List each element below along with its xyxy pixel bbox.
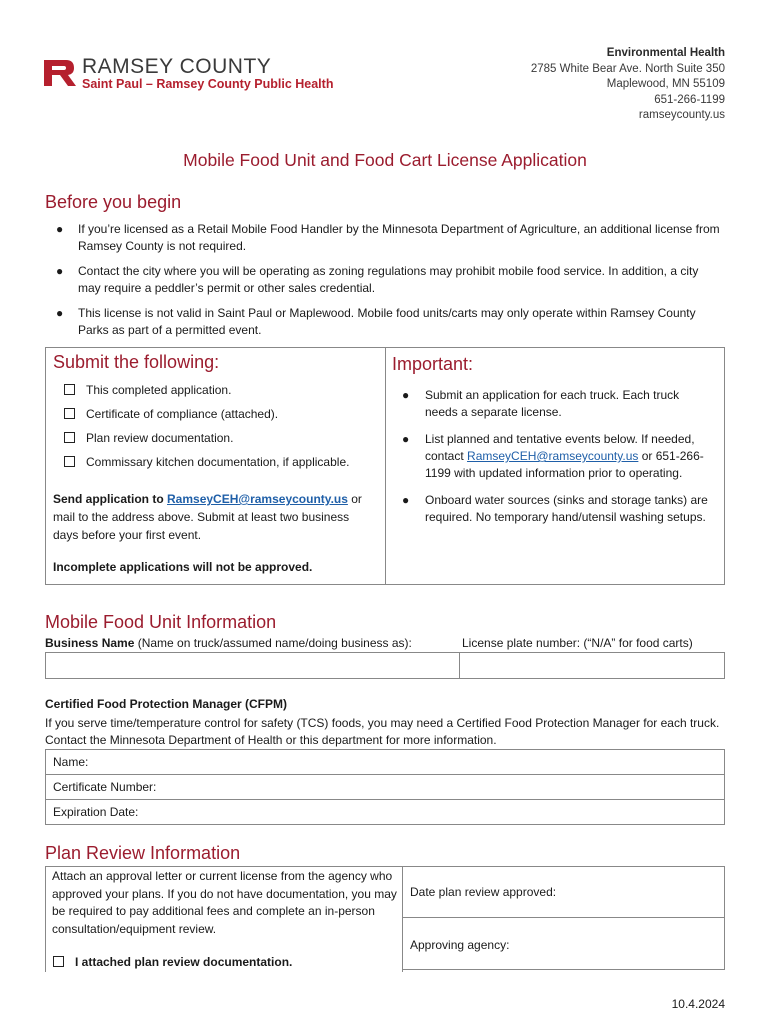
cfpm-heading: Certified Food Protection Manager (CFPM): [45, 697, 288, 711]
address-city: Maplewood, MN 55109: [606, 78, 725, 90]
cfpm-expiration-field[interactable]: Expiration Date:: [46, 800, 725, 825]
checkbox[interactable]: [64, 408, 75, 419]
table-row: [46, 775, 725, 800]
address-street: 2785 White Bear Ave. North Suite 350: [530, 62, 725, 75]
incomplete-warning: Incomplete applications will not be approved.: [53, 560, 313, 574]
unit-heading: Mobile Food Unit Information: [45, 612, 277, 632]
email-link[interactable]: RamseyCEH@ramseycounty.us: [167, 492, 348, 506]
list-item: [400, 387, 710, 421]
address-phone: 651-266-1199: [654, 93, 725, 106]
email-link[interactable]: RamseyCEH@ramseycounty.us: [467, 449, 639, 463]
logo-subtitle: Saint Paul – Ramsey County Public Health: [82, 77, 334, 91]
bullet-text: Onboard water sources (sinks and storage tanks) are required. No temporary hand/utensil washing setups.: [425, 493, 708, 524]
plan-right-divider: [402, 917, 725, 918]
checklist-item: [64, 454, 349, 478]
license-plate-label: License plate number: (“N/A” for food carts): [462, 636, 693, 650]
bullet-icon: ●: [402, 388, 410, 402]
plan-instructions: Attach an approval letter or current license from the agency who approved your plans. If you do not have documentation, you may be required to pay additional fees and complete an in-person consultation/equipment review.: [52, 869, 397, 936]
important-heading: Important:: [392, 354, 474, 374]
bullet-icon: ●: [56, 264, 64, 278]
table-row: [46, 800, 725, 825]
department-name: Environmental Health: [606, 47, 725, 59]
bullet-text: List planned and tentative events below. If needed, contact: [425, 432, 695, 463]
version-date: 10.4.2024: [671, 997, 725, 1011]
plan-checkbox-label: I attached plan review documentation.: [75, 955, 293, 969]
bullet-text: or 651-266-1199 with updated information prior to operating.: [425, 449, 704, 480]
business-name-label: [45, 636, 412, 650]
checkbox[interactable]: [64, 432, 75, 443]
cfpm-name-field[interactable]: Name:: [46, 750, 725, 775]
bullet-text: If you’re licensed as a Retail Mobile Food Handler by the Minnesota Department of Agriculture, an additional license from Ramsey County is not required.: [78, 222, 720, 253]
checklist-label: This completed application.: [86, 383, 232, 397]
bullet-icon: ●: [402, 493, 410, 507]
address-website: ramseycounty.us: [638, 109, 725, 121]
submit-checklist: [64, 382, 349, 478]
ramsey-county-logo-icon: [42, 58, 78, 88]
checklist-label: Commissary kitchen documentation, if applicable.: [86, 455, 350, 469]
approving-agency-field[interactable]: Approving agency:: [410, 938, 510, 952]
department-address: [531, 46, 725, 124]
list-item: [52, 263, 722, 297]
logo-county-name: RAMSEY COUNTY: [82, 55, 272, 78]
business-name-rest: (Name on truck/assumed name/doing business as):: [134, 636, 412, 650]
business-name-bold: Business Name: [45, 636, 135, 650]
send-instructions: [53, 490, 373, 544]
list-item: [52, 305, 722, 339]
important-list: [400, 387, 710, 536]
plan-heading: Plan Review Information: [45, 843, 241, 863]
send-suffix: or mail to the address above. Submit at least two business days before your first event.: [53, 492, 362, 542]
checklist-item: [64, 382, 349, 406]
date-approved-field[interactable]: Date plan review approved:: [410, 885, 557, 899]
box-divider: [385, 347, 386, 585]
bullet-icon: ●: [56, 222, 64, 236]
checkbox[interactable]: [53, 956, 64, 967]
cfpm-certificate-field[interactable]: Certificate Number:: [46, 775, 725, 800]
checklist-label: Certificate of compliance (attached).: [86, 407, 279, 421]
bullet-text: This license is not valid in Saint Paul or Maplewood. Mobile food units/carts may only operate within Ramsey County Parks as part of a permitted event.: [78, 306, 696, 337]
license-plate-field[interactable]: [460, 653, 724, 678]
checklist-label: Plan review documentation.: [86, 431, 234, 445]
bullet-icon: ●: [402, 432, 410, 446]
send-prefix: Send application to: [53, 492, 164, 506]
list-item: [52, 221, 722, 255]
document-title: Mobile Food Unit and Food Cart License Application: [183, 150, 587, 170]
table-row: [46, 750, 725, 775]
cfpm-table: [45, 749, 725, 825]
list-item: [400, 431, 710, 482]
bullet-text: Contact the city where you will be operating as zoning regulations may prohibit mobile food service. In addition, a city may require a peddler’s permit or other sales credential.: [78, 264, 699, 295]
before-heading: Before you begin: [45, 192, 182, 212]
submit-heading: Submit the following:: [53, 352, 220, 372]
checkbox[interactable]: [64, 456, 75, 467]
checklist-item: [64, 430, 349, 454]
bullet-icon: ●: [56, 306, 64, 320]
cfpm-paragraph: If you serve time/temperature control for safety (TCS) foods, you may need a Certified Food Protection Manager for each truck. Contact the Minnesota Department of Health or this department for more information.: [45, 716, 720, 747]
plan-attached-checkbox-row: [53, 955, 292, 969]
checkbox[interactable]: [64, 384, 75, 395]
plan-right-cell: [402, 866, 725, 970]
before-bullet-list: [52, 221, 722, 347]
bullet-text: Submit an application for each truck. Each truck needs a separate license.: [425, 388, 680, 419]
checklist-item: [64, 406, 349, 430]
list-item: [400, 492, 710, 526]
